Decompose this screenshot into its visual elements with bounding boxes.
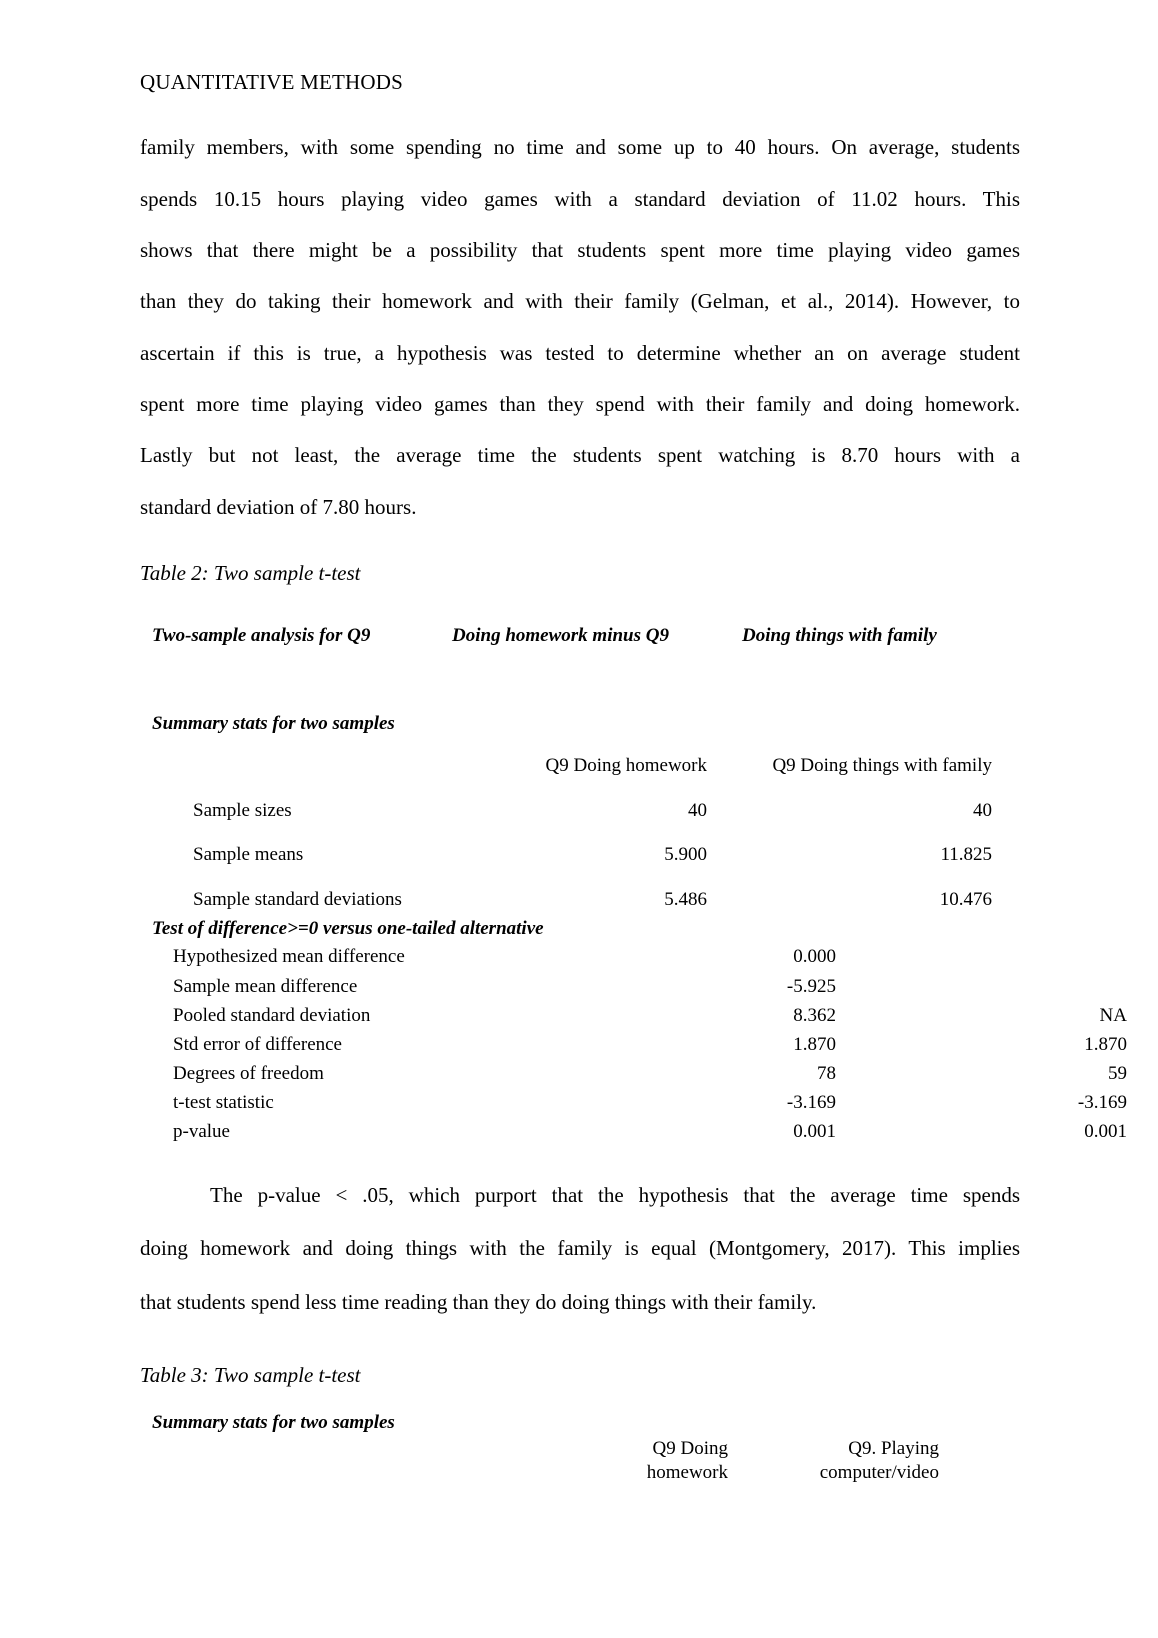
row-value-1: 1.870 [793, 1034, 836, 1055]
table2-col-header-1: Q9 Doing homework [545, 755, 707, 776]
row-value-1: 5.900 [664, 844, 707, 865]
row-label: Degrees of freedom [173, 1063, 324, 1084]
row-label: p-value [173, 1121, 230, 1142]
row-value-2: 59 [1108, 1063, 1127, 1084]
paragraph-line: The p-value < .05, which purport that the hypothesis that the average time spends [210, 1183, 1020, 1207]
row-value-2: 40 [973, 800, 992, 821]
paragraph-line: that students spend less time reading than they do doing things with their family. [140, 1290, 817, 1314]
row-value-2: -3.169 [1077, 1092, 1127, 1113]
table3-col-header-2 [820, 1437, 939, 1485]
row-label: Sample standard deviations [193, 889, 402, 910]
row-value-1: 0.000 [793, 946, 836, 967]
row-label: t-test statistic [173, 1092, 274, 1113]
paragraph-line: doing homework and doing things with the family is equal (Montgomery, 2017). This implies [140, 1236, 1020, 1260]
table3-caption: Table 3: Two sample t-test [140, 1363, 361, 1387]
col-header-line: Q9. Playing [848, 1438, 939, 1459]
table2-caption: Table 2: Two sample t-test [140, 561, 361, 585]
table2-col-header-2: Q9 Doing things with family [772, 755, 992, 776]
row-value-1: 8.362 [793, 1005, 836, 1026]
col-header-line: homework [646, 1462, 728, 1483]
row-value-2: 11.825 [940, 844, 992, 865]
col-header-line: computer/video [819, 1462, 939, 1483]
paragraph-line: than they do taking their homework and with their family (Gelman, et al., 2014). However, to [140, 289, 1020, 313]
row-label: Sample sizes [193, 800, 292, 821]
row-value-1: 78 [817, 1063, 836, 1084]
row-value-2: NA [1099, 1005, 1127, 1026]
paragraph-line: standard deviation of 7.80 hours. [140, 495, 417, 519]
row-value-1: -5.925 [786, 976, 836, 997]
row-label: Sample mean difference [173, 976, 358, 997]
row-label: Hypothesized mean difference [173, 946, 405, 967]
paragraph-line: spends 10.15 hours playing video games with a standard deviation of 11.02 hours. This [140, 187, 1020, 211]
row-value-2: 10.476 [939, 889, 992, 910]
table2-analysis-title-part1: Two-sample analysis for Q9 [152, 625, 371, 646]
row-value-1: 0.001 [793, 1121, 836, 1142]
table2-analysis-title-part3: Doing things with family [742, 625, 937, 646]
paragraph-intro [140, 133, 1020, 523]
row-value-2: 0.001 [1084, 1121, 1127, 1142]
table3-summary-title: Summary stats for two samples [152, 1412, 395, 1433]
paragraph-line: ascertain if this is true, a hypothesis was tested to determine whether an on average student [140, 341, 1020, 365]
row-label: Pooled standard deviation [173, 1005, 371, 1026]
row-value-2: 1.870 [1084, 1034, 1127, 1055]
table3-col-header-1 [647, 1437, 728, 1485]
row-value-1: 40 [688, 800, 707, 821]
paragraph-line: family members, with some spending no time and some up to 40 hours. On average, students [140, 135, 1020, 159]
col-header-line: Q9 Doing [652, 1438, 728, 1459]
row-label: Std error of difference [173, 1034, 342, 1055]
paragraph-line: Lastly but not least, the average time the students spent watching is 8.70 hours with a [140, 443, 1020, 467]
row-label: Sample means [193, 844, 304, 865]
running-header: QUANTITATIVE METHODS [140, 70, 404, 94]
table2-summary-title: Summary stats for two samples [152, 713, 395, 734]
row-value-1: 5.486 [664, 889, 707, 910]
paragraph-line: spent more time playing video games than they spend with their family and doing homework. [140, 392, 1020, 416]
table2-test-title: Test of difference>=0 versus one-tailed alternative [152, 918, 544, 939]
row-value-1: -3.169 [786, 1092, 836, 1113]
table2-analysis-title-part2: Doing homework minus Q9 [452, 625, 669, 646]
paragraph-line: shows that there might be a possibility that students spent more time playing video games [140, 238, 1020, 262]
paragraph-interpretation [140, 1181, 1020, 1314]
